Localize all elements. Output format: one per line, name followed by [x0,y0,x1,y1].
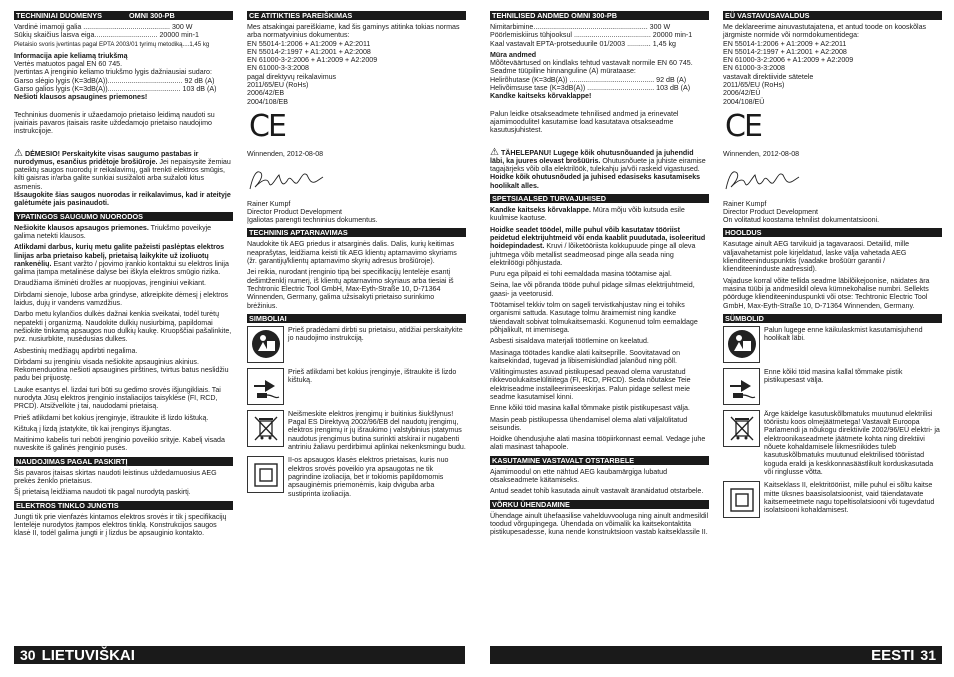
lt-symbol-text-4: II-os apsaugos klasės elektros prietaisas, kuris nuo elektros srovės poveikio yra apsaugotas ne tik pagrindine izoliacija, bet ir tokiomis papildomomis apsauginėmis priemonėmis, kaip dviguba arba sustiprinta izoliacija. [288,456,449,498]
et-noise-line-3: Helivõimsuse tase (K=3dB(A)) .................................. 103 dB (A) [490,84,691,93]
lt-safety-p5: Darbo metu kylančios dulkės dažnai kenkia sveikatai, todėl turėtų nepatekti į organizmą. Naudokite dulkių nusiurbimą, papildomai nešiokite tinkamą apsaugos nuo dulkių kaukę. Kruopščiai pašalinkite, pvz. nusiurbkite, nusėdusias dulkes. [14,310,232,344]
et-signer-note: On volitatud koostama tehnilist dokumentatsiooni. [723,216,880,225]
page-number-right: 31 [920,647,936,663]
lt-signer-note: Įgaliotas parengti techninius dokumentus. [247,216,378,225]
et-signer-title: Director Product Development [723,207,819,216]
et-service-heading: HOOLDUS [723,228,942,237]
lt-safety-p4: Dirbdami sienoje, lubose arba grindyse, atkreipkite dėmesį į elektros laidus, dujų ir vandens vamzdžius. [14,290,229,308]
lt-usage-p2: Šį prietaisą leidžiama naudoti tik pagal nurodytą paskirtį. [14,488,191,497]
et-safety-p7: Masinaga töötades kandke alati kaitseprille. Soovitatavad on kaitsekindad, tugevad ja libisemiskindlad jalanõud ning põll. [490,348,681,365]
et-warning-text: Ohutusnõuete ja juhiste eiramise tagajärjeks võib olla elektrilöök, tulekahju ja/või raskeid vigastused. [490,156,706,174]
lt-safety-p3: Draudžiama išminėti drožles ar nuopjovas, įrenginiui veikiant. [14,279,207,288]
lt-signer-title: Director Product Development [247,207,343,216]
lt-safety-p9: Prieš atlikdami bet kokius įrenginyje, ištraukite iš lizdo kištuką. [14,413,209,422]
et-column-1 [490,11,709,540]
et-service-p: Kasutage ainult AEG tarvikuid ja tagavaraosi. Detailid, mille väljavahetamist pole kirjeldatud, laske välja vahetada AEG klienditeeninduspunktis (vaadake brošüürr garantii / klienditeeninduste aadressid). [723,240,910,274]
lt-safety-p2 [14,243,233,276]
et-signer-block [723,200,942,225]
lt-noise-line-0: Vertės matuotos pagal EN 60 745. [14,60,123,69]
lt-tech-line-0: Vardinė imamoji galia ............................................ 300 W [14,23,193,31]
et-ce-line-0: Me deklareerime ainuvastutajatena, et antud toode on kooskõlas järgmiste normide või normdokumentidega: [723,23,927,40]
et-safety-p2-text: Kruvi / lõiketööriista kokkupuude pinge all oleva juhtmega võib metallist seadmeosad pinge alla seada ning elektrilöögi põhjustada. [490,242,696,267]
lt-ce-line-3: EN 61000-3-2:2006 + A1:2009 + A2:2009 [247,56,378,65]
lt-tech-title: TECHNINIAI DUOMENYS [16,11,102,20]
lt-note: Techninius duomenis ir užaedamojo prietaiso leidimą naudoti su įvairiais pavaros įtaisais rasite uždedamojo prietaiso naudojimo instrukcijoje. [14,110,215,136]
lt-ce-line-1: EN 55014-1:2006 + A1:2009 + A2:2011 [247,39,371,48]
lt-symbol-text-1: Prieš pradėdami dirbti su prietaisu, atidžiai perskaitykite jo naudojimo instrukciją. [288,325,463,343]
lt-warning-text: Jei nepaisysite žemiau pateiktų saugos nuorodų ir reikalavimų, gali trenkti elektros smūgis, kilti gaisras ir/arba galite sunkiai susižaloti arba sužaloti kitus asmenis. [14,157,231,191]
lt-noise-line-3: Garso galios lygis (K=3dB(A))..................................... 103 dB (A) [14,85,217,94]
warning-triangle-icon: ⚠ [490,146,499,158]
signature-icon [723,165,803,195]
et-safety-p5: Töötamisel tekkiv tolm on sageli tervistkahjustav ning ei tohiks organismi sattuda. Kasutage tolmu äraimemist ning kandke täiendavalt sobivat tolmukaitsemaski. Kogunenud tolm eemaldage põhjalikult, nt imemisega. [490,301,698,334]
lt-symbol-unplug [247,368,466,405]
lt-service-heading: TECHNINIS APTARNAVIMAS [247,228,466,237]
et-safety-p4: Seina, lae või põranda tööde puhul pidage silmas elektrijuhtmeid, gaasi- ja veetorusid. [490,281,695,298]
et-symbol-unplug [723,368,942,405]
et-warning-bold2: Hoidke kõik ohutusnõuded ja juhised edasiseks kasutamiseks hoolikalt alles. [490,173,701,190]
lt-symbol-weee [247,410,466,451]
lt-ce-line-6: 2011/65/EU (RoHs) [247,81,309,90]
lt-tech-heading [14,11,233,20]
et-safety-p8: Välitingimustes asuvad pistikupesad peavad olema varustatud rikkevoolukaitselülitiitega (FI, RCD, PRCD). Seda nõutakse Teie elektriseadme installeerimiseeskirjas. Palun pidage sellest meie seadme kasutamisel kinni. [490,368,691,401]
et-noise-block [490,51,709,101]
lt-service-p2: Jei reikia, nurodant įrenginio tipą bei specifikacijų lentelėje esantį dešimtženklį numerį, iš klientų aptarnavimo skyriaus arba tiesiai iš Techtronic Electric Tool GmbH, Max-Eyth-Straße 10, D-71364 Winnenden, Germany, galima užsisakyti prietaiso surinkimo brėžinius. [247,268,454,310]
et-noise-line-1: Seadme tüüpiline hinnanguline (A) mürataase: [490,67,636,76]
et-note: Palun leidke otsakseadmete tehnilised andmed ja erinevatel ajamimooduliteI kasutamise load kasutatava otsakseadme kasutusjuhistest. [490,109,679,135]
lt-ce-line-8: 2004/108/EB [247,97,289,106]
et-symbol-text-1: Palun lugege enne käikulaskmist kasutamisjuhend hoolikalt läbi. [764,325,923,343]
et-ce-line-7: 2006/42/EÜ [723,89,761,98]
lt-safety-p11: Maitinimo kabelis turi nebūti įrenginio poveikio srityje. Kabelį visada nuveskite iš galinės įrenginio pusės. [14,436,225,453]
class-2-icon [723,481,760,518]
lt-safety-p7: Dirbdami su įrenginiu visada nešiokite apsauginius akinius. Rekomenduotina nešioti apsaugines pirštines, tvirtus batus neslidžiu padu bei prijuostę. [14,357,229,383]
language-label-left: LIETUVIŠKAI [41,646,135,664]
et-ce-heading: EÜ VASTAVUSAVALDUS [723,11,942,20]
lt-noise-line-2: Garso slėgio lygis (K=3dB(A))...................................... 92 dB (A) [14,76,215,85]
warning-triangle-icon: ⚠ [14,147,23,159]
lt-usage-heading: NAUDOJIMAS PAGAL PASKIRTĮ [14,457,233,466]
lt-ce-line-7: 2006/42/EB [247,89,285,98]
et-symbol-text-2: Enne kõiki töid masina kallal tõmmake pistik pistikupesast välja. [764,367,903,385]
lt-noise-line-1: Įvertintas A įrenginio keliamo triukšmo lygis dažniausiai sudaro: [14,68,212,77]
lt-noise-title: Informacija apie keliamą triukšmą [14,51,128,60]
read-manual-icon [247,326,284,363]
lt-ce-date: Winnenden, 2012-08-08 [247,149,324,158]
lt-noise-bold: Nešioti klausos apsaugines priemones! [14,93,148,102]
et-symbol-read-manual [723,326,942,363]
et-noise-title: Müra andmed [490,50,537,59]
lt-safety-p1-bold: Nešiokite klausos apsaugos priemones. [14,223,149,232]
page-number-left: 30 [20,647,36,663]
et-warning-bold: TÄHELEPANU! Lugege kõik ohutusnõuanded ja juhendid läbi, ka juures olevast brošüüris. [490,148,694,165]
et-signer: Rainer Kumpf [723,199,767,208]
et-tech-line-2: Kaal vastavalt EPTA-protseduurile 01/2003 ............ 1,45 kg [490,39,676,48]
et-elec-heading: VÕRKU ÜHENDAMINE [490,500,709,509]
lt-ce-heading: CE ATITIKTIES PAREIŠKIMAS [247,11,466,20]
et-safety-p1-text: Müra mõju võib kutsuda esile kuulmise kaotuse. [490,206,685,223]
et-page-footer [490,646,942,664]
language-label-right: EESTI [871,646,915,664]
et-symbol-text-3: Ärge käidelge kasutuskõlbmatuks muutunud elektrilisi tööriistu koos olmejäätmetega! Vastavalt Euroopa Parlamendi ja nõukogu direktiivile 2002/96/EÜ elektri- ja elektroonikaseadmete jäätmete kohta ning direktiivi nõuete kohaldamisele liikmesriikides tuleb kasutuskõlbmatuks muutunud elektrilised tööriistad koguda eraldi ja keskkonnasäästlikult korduskasutada või ringlusse võtta. [764,409,940,476]
lt-tech-line-2: Pietaisio svoris įvertintas pagal EPTA 2003/01 tyrimų metodiką....1,45 kg [14,40,210,48]
et-tech-heading: TEHNILISED ANDMED OMNI 300-PB [490,11,709,20]
et-usage-p1: Ajamimoodul on ette nähtud AEG kaubamärgiga lubatud otsakseadmete käitamiseks. [490,467,668,485]
et-safety-heading: SPETSIAALSED TURVAJUHISED [490,194,709,203]
et-column-2 [723,11,942,523]
et-elec-p1: Ühendage ainult ühefaasilise vahelduvvooluga ning ainult andmesildil toodud võrgupingega. Ühendada on võimalik ka kaitsekontaktita pistikupesadesse, kuna nende konstruktsioon vastab kaitseklassile II. [490,511,709,537]
lt-symbol-text-2: Prieš atlikdami bet kokius įrenginyje, ištraukite iš lizdo kištuką. [288,367,457,385]
lt-safety-p6: Asbestinių medžiagų apdirbti negalima. [14,346,138,355]
et-ce-line-2: EN 55014-2:1997 + A1:2001 + A2:2008 [723,47,847,56]
et-ce-line-1: EN 55014-1:2006 + A1:2009 + A2:2011 [723,39,847,48]
et-safety-p6: Asbesti sisaldava materjali töötlemine on keelatud. [490,337,649,346]
et-safety-p1 [490,206,709,223]
lt-warning [14,147,233,208]
lt-safety-p2-bold: Atlikdami darbus, kurių metu galite pažeisti paslėptas elektros linijas arba prietaiso kabelį, prietaisą laikykite už izoliuotų rankenėlių. [14,243,225,268]
et-safety-p2-bold: Hoidke seadet töödel, mille puhul võib kasutatav tööriist peidetud elektrijuhtmeid või enda kaablit puudutada, isoleeritud hoidepindadest. [490,225,706,251]
et-safety-p2 [490,226,709,267]
et-ce-line-4: EN 61000-3-3:2008 [723,64,785,73]
unplug-icon [247,368,284,405]
lt-column-2 [247,11,466,503]
lt-ce-line-2: EN 55014-2:1997 + A1:2001 + A2:2008 [247,47,371,56]
lt-safety-p1 [14,224,233,241]
lt-symbol-text-3: Neišmeskite elektros įrengimų ir buitinius šiukšlynus! Pagal ES Direktyvą 2002/96/EB del naudotų įrengimų, elektros įrengimų ir jų išraukimo į valstybinius įstatymus naudotus įrengimus butina surinkti atskirai ir nugabenti antriniu žaliavu perdirbimui aplinkai nekenksmingu budu. [288,409,466,452]
et-ce-list [723,23,942,106]
et-noise-bold: Kandke kaitseks kõrvaklappe! [490,92,592,101]
lt-symbol-read-manual [247,326,466,363]
lt-safety-p2-text: Esant varžto / pjovimo įrankio kontaktui su elektros linija galima įtampa metalinėse dalyse bei iškyla elektros smūgio rizika. [14,259,229,277]
read-manual-icon [723,326,760,363]
et-ce-line-6: 2011/65/EU (RoHs) [723,81,785,90]
lt-warning-bold: DĖMESIO! Perskaitykite visas saugumo pastabas ir nurodymus, esančius pridėtoje brošiūroje. [14,149,199,166]
lt-elec-heading: ELEKTROS TINKLO JUNGTIS [14,501,233,510]
et-symbol-weee [723,410,942,476]
ce-mark-icon: CE [725,108,761,144]
et-ce-line-5: vastavalt direktiivide sätetele [723,72,814,81]
lt-page-footer [14,646,465,664]
et-ce-line-3: EN 61000-3-2:2006 + A1:2009 + A2:2009 [723,56,854,65]
lt-tech-list [14,23,233,49]
lt-ce-line-4: EN 61000-3-3:2008 [247,64,309,73]
lt-warning-bold2: Išsaugokite šias saugos nuorodas ir reikalavimus, kad ir ateityje galėtumėte jais pasinaudoti. [14,191,231,208]
lt-safety-p8: Lauke esantys el. lizdai turi būti su gedimo srovės išjungikliais. Tai nurodyta Jūsų elektros įrenginio instaliacijos taisyklėse (FI, RCD, PRCD). Atsižvelkite į tai, naudodami prietaisą. [14,385,221,411]
weee-bin-icon [247,410,284,447]
et-noise-line-0: Mõõteväärtused on kindlaks tehtud vastavalt normile EN 60 745. [490,59,693,68]
lt-noise-block [14,52,233,102]
et-symbol-class2 [723,481,942,518]
et-safety-p3: Puru ega pilpaid ei tohi eemaldada masina töötamise ajal. [490,270,672,279]
lt-tech-line-1: Sūkių skaičius laisva eiga................................ 20000 min-1 [14,31,199,40]
et-usage-p2: Antud seadet tohib kasutada ainult vastavalt äranäidatud otstarbele. [490,487,704,496]
lt-ce-line-5: pagal direktyvų reikalavimus [247,72,337,81]
lt-elec-p1: Jungti tik prie vienfazės kintamos elektros srovės ir tik į specifikacijų lentelėje nurodytos įtampos elektros tinklą. Konstrukcijos saugos klasė II, todėl galima jungti ir į lizdus be apsauginio kontakto. [14,512,227,538]
et-tech-line-1: Pöörlemiskiirus tühjooksul ....................................... 20000 min-1 [490,31,693,40]
signature-icon [247,165,327,195]
et-safety-p9: Enne kõiki töid masina kallal tõmmake pistik pistikupesast välja. [490,404,690,413]
et-usage-heading: KASUTAMINE VASTAVALT OTSTARBELE [490,456,709,465]
lt-tech-model: OMNI 300-PB [129,11,175,20]
et-warning [490,146,709,190]
et-noise-line-2: Helirõhutase (K=3dB(A)) ........................................... 92 dB (A) [490,75,687,84]
ce-mark-icon: CE [249,108,285,144]
et-ce-line-8: 2004/108/EÜ [723,97,765,106]
weee-bin-icon [723,410,760,447]
et-tech-list [490,23,709,48]
lt-symbol-class2 [247,456,466,497]
lt-signer-block [247,200,466,225]
lt-column-1 [14,11,233,541]
lt-ce-list [247,23,466,106]
et-ce-date: Winnenden, 2012-08-08 [723,149,800,158]
lt-ce-line-0: Mes atsakingai pareiškiame, kad šis gaminys atitinka tokias normas arba normatyvinius dokumentus: [247,23,460,40]
et-tech-line-0: Nimitarbimine.......................................................... 300 W [490,23,671,31]
et-symbols-heading: SÜMBOLID [723,314,942,323]
class-2-icon [247,456,284,493]
lt-safety-p10: Kištuką į lizdą įstatykite, tik kai įrenginys išjungtas. [14,424,172,433]
lt-service-p: Naudokite tik AEG priedus ir atsarginės dalis. Dalis, kurių keitimas neaprašytas, leidžiama keisti tik AEG klientų aptarnavimo skyriams (žr. garantijų/klientų aptarnavimo skyrių adresus brošiūroje). [247,240,457,266]
et-safety-p1-bold: Kandke kaitseks kõrvaklappe. [490,206,591,215]
lt-safety-p1-text: Triukšmo poveikyje galima netekti klausos. [14,223,212,240]
lt-signer: Rainer Kumpf [247,199,291,208]
et-service-p2: Vajaduse korral võite tellida seadme läbilõikejoonise, näidates ära masina tüübi ja andmesildil oleva kümnekohalise numbri. Sellekts pöörduge klienditeeninduspunkti või otse: Techtronic Electric Tool GmbH, Max-Eyth-Straße 10, D-71364 Winnenden, Germany. [723,276,930,310]
et-safety-p11: Hoidke ühendusjuhe alati masina tööpiirkonnast eemal. Vedage juhe alati masinast tahapoole. [490,435,706,452]
et-symbol-text-4: Kaitseklass II, elektritööriist, mille puhul ei sõltu kaitse mitte üksnes baasisolatsioonist, vaid täiendatavate kaitsemeetmete nagu topeltisolatsiooni või tugevdatud isolatsiooni kohaldamisest. [764,481,935,515]
lt-symbols-heading: SIMBOLIAI [247,314,466,323]
lt-usage-p1: Šis pavaros įtaisas skirtas naudoti leistinus uždedamuosius AEG prekės ženklo prietaisus. [14,468,217,486]
et-safety-p10: Masin peab pistikupessa ühendamisel olema alati väljalülitatud seisundis. [490,415,688,432]
unplug-icon [723,368,760,405]
lt-safety-heading: YPATINGOS SAUGUMO NUORODOS [14,212,233,221]
